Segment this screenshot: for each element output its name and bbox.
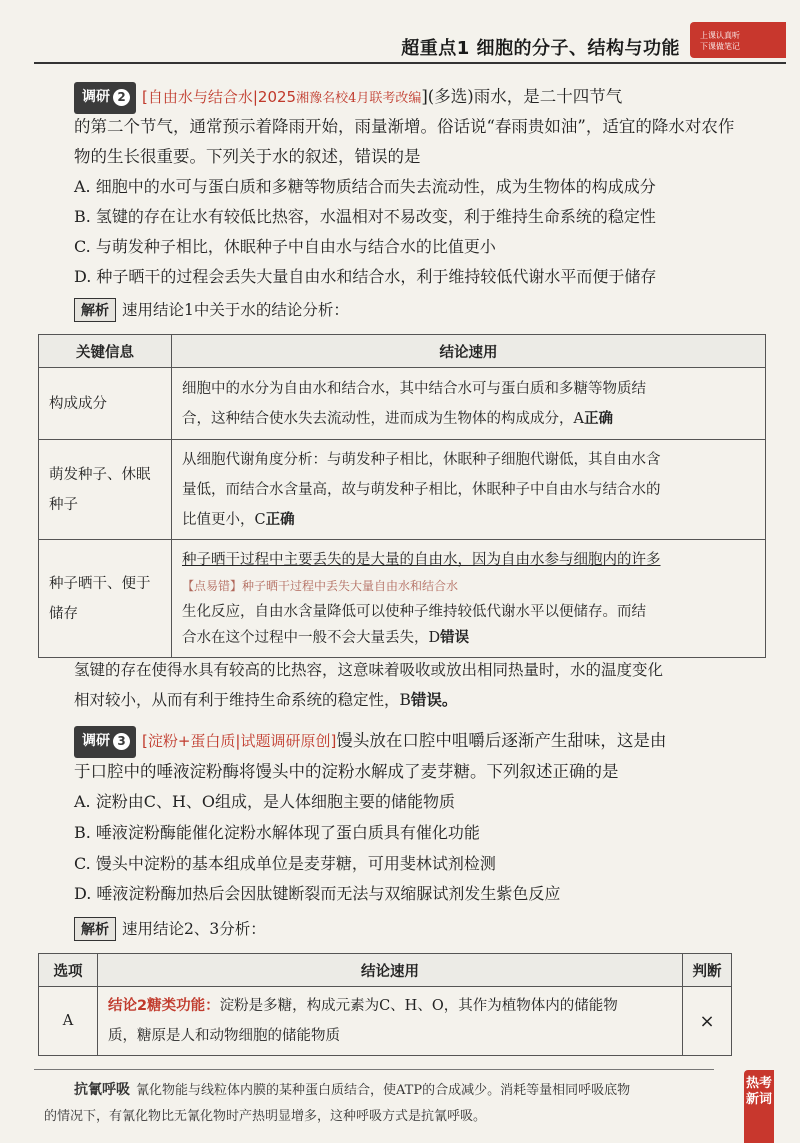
q2-explanation-line2: 相对较小，从而有利于维持生命系统的稳定性，B错误。	[74, 691, 458, 709]
q2-tag-end: ](多选)	[421, 87, 474, 106]
q2-option-d: D. 种子晒干的过程会丢失大量自由水和结合水，利于维持较低代谢水平而便于储存	[74, 267, 657, 286]
table-row	[39, 987, 732, 1056]
q2-explanation-line1: 氢键的存在使得水具有较高的比热容，这意味着吸收或放出相同热量时，水的温度变化	[74, 661, 664, 679]
q3-tag: [淀粉+蛋白质|试题调研原创]	[142, 732, 337, 750]
page-footer	[0, 1063, 800, 1143]
q2-analysis-text: 速用结论1中关于水的结论分析：	[122, 301, 349, 319]
cross-mark-icon: ×	[683, 987, 732, 1056]
q3-line1	[74, 726, 764, 758]
q3-analysis-heading	[74, 917, 266, 941]
header-tab-line2: 下课做笔记	[700, 42, 740, 51]
q2-row3-error-note: 【点易错】种子晒干过程中丢失大量自由水和结合水	[182, 578, 459, 593]
q2-row3-verdict: 错误	[440, 629, 470, 646]
footer-divider	[34, 1069, 714, 1070]
footer-line2: 的情况下，有氰化物比无氰化物时产热明显增多，这种呼吸方式是抗氰呼吸。	[44, 1109, 487, 1124]
table-row	[39, 440, 766, 540]
q2-row1-verdict: 正确	[583, 410, 613, 427]
q2-row2-text: 从细胞代谢角度分析：与萌发种子相比，休眠种子细胞代谢低，其自由水含 量低，而结合水含量高，故与萌发种子相比，休眠种子中自由水与结合水的 比值更小，C正确	[172, 440, 766, 540]
q3-option-a: A. 淀粉由C、H、O组成，是人体细胞主要的储能物质	[74, 792, 456, 811]
q2-table-head-key: 关键信息	[39, 335, 172, 368]
q2-analysis-label: 解析	[74, 298, 116, 322]
q3-option-c: C. 馒头中淀粉的基本组成单位是麦芽糖，可用斐林试剂检测	[74, 854, 496, 873]
table-row	[39, 368, 766, 440]
q2-option-c: C. 与萌发种子相比，休眠种子中自由水与结合水的比值更小	[74, 237, 496, 256]
q2-explanation-verdict: 错误。	[410, 691, 458, 709]
q2-badge: 调研 2	[74, 82, 136, 114]
q2-tag: [自由水与结合水|2025	[142, 88, 297, 106]
q2-row2-verdict: 正确	[265, 511, 295, 528]
q3-option-d: D. 唾液淀粉酶加热后会因肽键断裂而无法与双缩脲试剂发生紫色反应	[74, 884, 561, 903]
q2-analysis-heading	[74, 298, 349, 322]
q2-row1-text: 细胞中的水分为自由水和结合水，其中结合水可与蛋白质和多糖等物质结 合，这种结合使水失去流动性，进而成为生物体的构成成分，A正确	[172, 368, 766, 440]
q2-stem-start: 雨水，是二十四节气	[473, 87, 623, 106]
page-header	[0, 0, 800, 58]
chapter-title: 超重点1 细胞的分子、结构与功能	[401, 38, 680, 59]
q2-option-a: A. 细胞中的水可与蛋白质和多糖等物质结合而失去流动性，成为生物体的构成成分	[74, 177, 656, 196]
q2-row3-text: 种子晒干过程中主要丢失的是大量的自由水，因为自由水参与细胞内的许多 【点易错】种子晒干过程中丢失大量自由水和结合水 生化反应，自由水含量降低可以使种子维持较低代谢水平以便储存。而结 合水在这个过程中一般不会大量丢失，D错误	[172, 540, 766, 658]
header-tab	[690, 22, 786, 58]
table-row	[39, 540, 766, 658]
q3-analysis-table	[38, 953, 732, 1056]
q3-analysis-label: 解析	[74, 917, 116, 941]
q3-table-head-judge: 判断	[683, 954, 732, 987]
footer-term-label: 抗氰呼吸	[74, 1082, 130, 1098]
footer-line1: 抗氰呼吸 氰化物能与线粒体内膜的某种蛋白质结合，使ATP的合成减少。消耗等量相同呼吸底物	[74, 1082, 631, 1098]
header-tab-line1: 上课认真听	[700, 31, 740, 40]
q2-row2-key: 萌发种子、休眠 种子	[39, 440, 172, 540]
q3-line2: 于口腔中的唾液淀粉酶将馒头中的淀粉水解成了麦芽糖。下列叙述正确的是	[74, 762, 619, 781]
q2-row3-key: 种子晒干、便于 储存	[39, 540, 172, 658]
q2-line2: 的第二个节气，通常预示着降雨开始，雨量渐增。俗话说“春雨贵如油”，适宜的降水对农作	[74, 117, 735, 136]
q3-table-head-option: 选项	[39, 954, 98, 987]
q2-analysis-table	[38, 334, 766, 658]
q2-table-head-conclusion: 结论速用	[172, 335, 766, 368]
side-tab-hot-terms: 热考新词	[744, 1070, 774, 1143]
q2-row1-key: 构成成分	[39, 368, 172, 440]
q3-analysis-text: 速用结论2、3分析：	[122, 920, 266, 938]
q2-line1	[74, 82, 764, 114]
q3-row1-conclusion-tag: 结论2糖类功能：	[108, 998, 220, 1014]
q3-option-b: B. 唾液淀粉酶能催化淀粉水解体现了蛋白质具有催化功能	[74, 823, 480, 842]
q2-option-b: B. 氢键的存在让水有较低比热容，水温相对不易改变，利于维持生命系统的稳定性	[74, 207, 656, 226]
header-divider	[34, 62, 786, 64]
q2-source: 湘豫名校4月联考改编	[296, 91, 422, 106]
q3-row1-option: A	[39, 987, 98, 1056]
q3-stem-start: 馒头放在口腔中咀嚼后逐渐产生甜味，这是由	[336, 731, 667, 750]
q3-badge: 调研 3	[74, 726, 136, 758]
q3-table-head-conclusion: 结论速用	[98, 954, 683, 987]
q2-line3: 物的生长很重要。下列关于水的叙述，错误的是	[74, 147, 421, 166]
q3-row1-text: 结论2糖类功能：淀粉是多糖，构成元素为C、H、O，其作为植物体内的储能物 质，糖原是人和动物细胞的储能物质	[98, 987, 683, 1056]
